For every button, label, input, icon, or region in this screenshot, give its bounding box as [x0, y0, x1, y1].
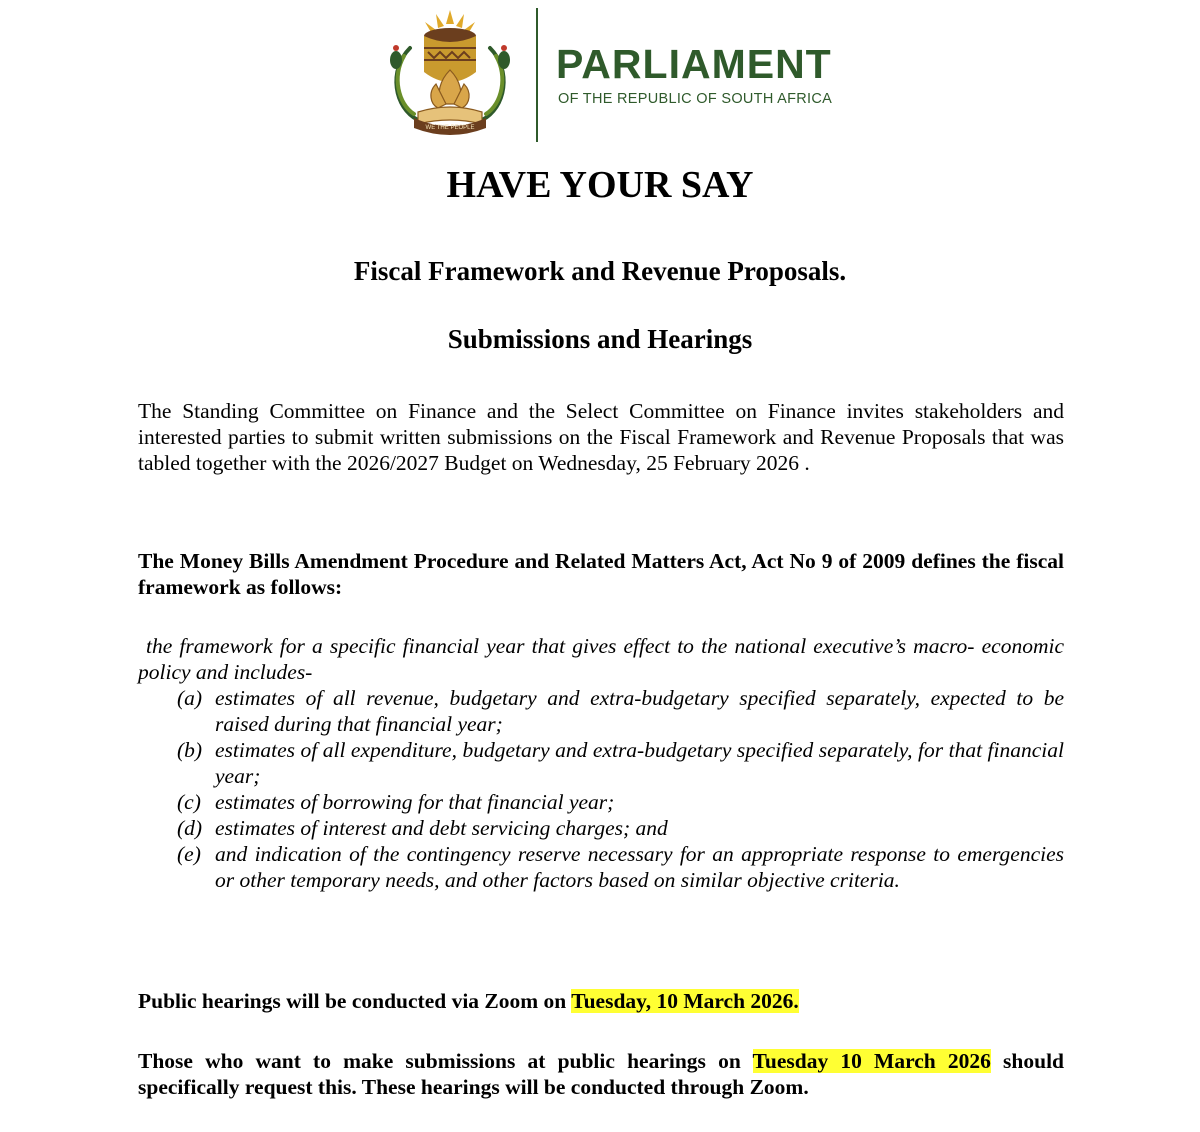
list-item-text: estimates of all expenditure, budgetary and extra-budgetary specified separately, for that financial year;: [215, 738, 1064, 788]
list-item: [138, 789, 1064, 815]
organisation-subtitle: OF THE REPUBLIC OF SOUTH AFRICA: [558, 91, 833, 107]
list-item-text: estimates of all revenue, budgetary and extra-budgetary specified separately, expected to be raised during that financial year;: [215, 686, 1064, 736]
request-text-start: Those who want to make submissions at public hearings on: [138, 1049, 753, 1073]
list-item: [138, 841, 1064, 893]
list-item: [138, 815, 1064, 841]
list-item-label: (d): [177, 816, 203, 840]
coat-of-arms-logo: [380, 8, 520, 136]
intro-paragraph: The Standing Committee on Finance and the Select Committee on Finance invites stakeholders and interested parties to submit written submissions on the Fiscal Framework and Revenue Proposals that was tabled together with the 2026/2027 Budget on Wednesday, 25 February 2026 .: [138, 399, 1064, 475]
list-item-label: (c): [177, 790, 201, 814]
page-title: HAVE YOUR SAY: [446, 164, 754, 206]
section-heading: Submissions and Hearings: [447, 324, 753, 354]
svg-text:WE THE PEOPLE: WE THE PEOPLE: [425, 125, 475, 131]
letterhead: [0, 0, 1200, 140]
definition-lead: the framework for a specific financial year that gives effect to the national executive’s macro- economic policy and includes-: [138, 634, 1064, 684]
list-item-label: (a): [177, 686, 203, 710]
list-item: [138, 737, 1064, 789]
request-text-end: should specifically request this. These hearings will be conducted through Zoom.: [138, 1049, 1065, 1099]
list-item: [138, 685, 1064, 737]
hearing-notice: [138, 988, 1064, 1014]
hearing-text: Public hearings will be conducted via Zoom on: [138, 989, 572, 1013]
definition-list: [138, 685, 1064, 893]
hearing-date-highlight: Tuesday, 10 March 2026.: [571, 989, 799, 1013]
list-item-text: estimates of borrowing for that financial year;: [215, 790, 615, 814]
list-item-text: estimates of interest and debt servicing charges; and: [215, 816, 668, 840]
request-date-highlight: Tuesday 10 March 2026: [752, 1049, 991, 1073]
header-divider: [536, 8, 538, 142]
list-item-label: (b): [177, 738, 203, 762]
act-definition-paragraph: The Money Bills Amendment Procedure and Related Matters Act, Act No 9 of 2009 defines the fiscal framework as follows:: [138, 549, 1064, 599]
fiscal-framework-definition: [138, 633, 1064, 893]
list-item-label: (e): [177, 842, 201, 866]
document-subtitle: Fiscal Framework and Revenue Proposals.: [353, 256, 847, 286]
organisation-name: PARLIAMENT: [556, 41, 832, 87]
submission-request-notice: [138, 1048, 1064, 1100]
list-item-text: and indication of the contingency reserve necessary for an appropriate response to emergencies or other temporary needs, and other factors based on similar objective criteria.: [215, 842, 1064, 892]
